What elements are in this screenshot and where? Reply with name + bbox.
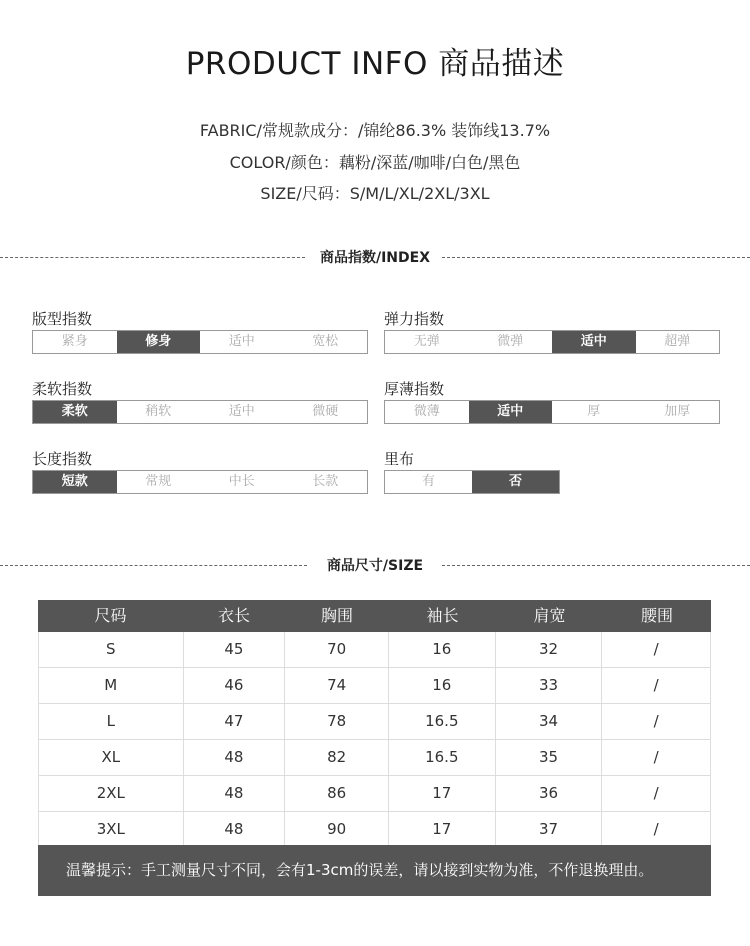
table-cell: 45 xyxy=(184,632,286,667)
table-cell: 48 xyxy=(184,812,286,847)
fabric-info: FABRIC/常规款成分：/锦纶86.3% 装饰线13.7% xyxy=(199,121,551,140)
table-cell: / xyxy=(653,820,659,838)
table-cell: 16 xyxy=(389,668,496,703)
size-divider xyxy=(0,554,750,578)
table-cell: 17 xyxy=(389,776,496,811)
index-option: 适中 xyxy=(228,404,255,419)
index-option-selected: 适中 xyxy=(552,331,636,353)
index-option: 适中 xyxy=(228,334,255,349)
table-cell: 47 xyxy=(184,704,286,739)
elasticity-index-label: 弹力指数 xyxy=(384,310,445,328)
thickness-index-bar xyxy=(384,400,720,424)
index-divider xyxy=(0,246,750,270)
table-row xyxy=(38,812,711,848)
table-cell: / xyxy=(653,748,659,766)
dashed-line-right xyxy=(442,565,750,566)
index-section-title: 商品指数/INDEX xyxy=(319,250,431,266)
index-option: 宽松 xyxy=(312,334,339,349)
header-cell: 衣长 xyxy=(217,606,250,625)
color-info: COLOR/颜色：藕粉/深蓝/咖啡/白色/黑色 xyxy=(229,153,521,172)
index-option: 微硬 xyxy=(312,404,339,419)
table-cell: / xyxy=(653,676,659,694)
index-option: 无弹 xyxy=(413,334,440,349)
index-option: 超弹 xyxy=(664,334,691,349)
table-cell: 74 xyxy=(285,668,389,703)
header-cell: 胸围 xyxy=(320,606,353,625)
softness-index-label: 柔软指数 xyxy=(32,380,93,398)
size-table xyxy=(38,600,711,848)
table-cell: 90 xyxy=(285,812,389,847)
lining-bar xyxy=(384,470,560,494)
size-table-header xyxy=(38,600,711,632)
index-option: 长款 xyxy=(312,474,339,489)
index-option-selected: 否 xyxy=(472,471,559,493)
table-cell: 33 xyxy=(496,668,603,703)
elasticity-index-bar xyxy=(384,330,720,354)
fit-index-label: 版型指数 xyxy=(32,310,93,328)
table-cell: 34 xyxy=(496,704,603,739)
table-cell: L xyxy=(39,704,184,739)
index-option: 微薄 xyxy=(413,404,440,419)
length-index-bar xyxy=(32,470,368,494)
table-row xyxy=(38,632,711,668)
index-option-selected: 柔软 xyxy=(33,401,117,423)
table-cell: M xyxy=(39,668,184,703)
table-cell: XL xyxy=(39,740,184,775)
table-row xyxy=(38,704,711,740)
thickness-index-label: 厚薄指数 xyxy=(384,380,445,398)
table-cell: 3XL xyxy=(39,812,184,847)
index-option-selected: 适中 xyxy=(469,401,553,423)
index-option: 紧身 xyxy=(61,334,88,349)
table-cell: / xyxy=(653,784,659,802)
table-cell: 37 xyxy=(496,812,603,847)
table-cell: 2XL xyxy=(39,776,184,811)
table-cell: 17 xyxy=(389,812,496,847)
table-cell: 82 xyxy=(285,740,389,775)
header-cell: 肩宽 xyxy=(533,606,566,625)
table-cell: 16.5 xyxy=(389,740,496,775)
header-cell: 腰围 xyxy=(640,606,673,625)
table-cell: 86 xyxy=(285,776,389,811)
index-option-selected: 短款 xyxy=(33,471,117,493)
table-cell: 16 xyxy=(389,632,496,667)
index-option: 加厚 xyxy=(664,404,691,419)
notice-banner: 温馨提示：手工测量尺寸不同，会有1-3cm的误差，请以接到实物为准，不作退换理由。 xyxy=(38,845,711,896)
table-cell: 32 xyxy=(496,632,603,667)
table-cell: 78 xyxy=(285,704,389,739)
page-title: PRODUCT INFO 商品描述 xyxy=(185,46,565,82)
size-section-title: 商品尺寸/SIZE xyxy=(326,558,424,574)
table-cell: / xyxy=(653,712,659,730)
table-cell: / xyxy=(653,640,659,658)
index-option: 有 xyxy=(421,474,435,489)
table-cell: 70 xyxy=(285,632,389,667)
table-row xyxy=(38,740,711,776)
table-cell: 48 xyxy=(184,776,286,811)
lining-label: 里布 xyxy=(384,450,415,468)
index-option: 常规 xyxy=(145,474,172,489)
table-cell: 46 xyxy=(184,668,286,703)
table-cell: 36 xyxy=(496,776,603,811)
index-option: 厚 xyxy=(587,404,601,419)
size-table-body xyxy=(38,632,711,848)
table-cell: 35 xyxy=(496,740,603,775)
length-index-label: 长度指数 xyxy=(32,450,93,468)
table-cell: S xyxy=(39,632,184,667)
fit-index-bar xyxy=(32,330,368,354)
table-row xyxy=(38,668,711,704)
table-row xyxy=(38,776,711,812)
dashed-line-right xyxy=(442,257,750,258)
index-option: 中长 xyxy=(228,474,255,489)
header-cell: 尺码 xyxy=(94,606,127,625)
table-cell: 16.5 xyxy=(389,704,496,739)
index-option-selected: 修身 xyxy=(117,331,201,353)
header-cell: 袖长 xyxy=(426,606,459,625)
softness-index-bar xyxy=(32,400,368,424)
table-cell: 48 xyxy=(184,740,286,775)
index-option: 稍软 xyxy=(145,404,172,419)
index-option: 微弹 xyxy=(497,334,524,349)
size-info: SIZE/尺码：S/M/L/XL/2XL/3XL xyxy=(260,184,490,203)
